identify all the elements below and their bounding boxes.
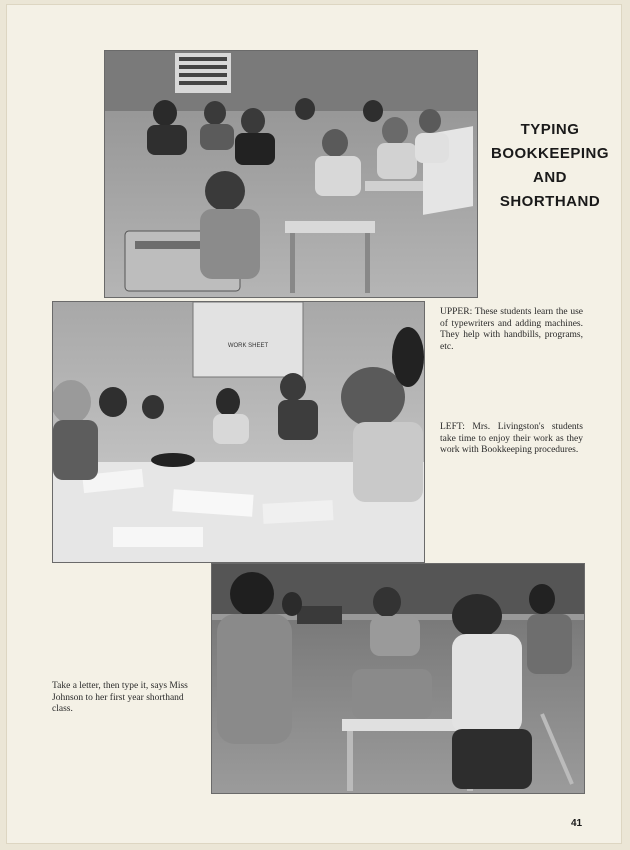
page-number: 41 (571, 818, 583, 829)
bookkeeping-class-photo (52, 301, 425, 563)
heading-line-bookkeeping: BOOKKEEPING (490, 145, 609, 162)
caption-upper: UPPER: These students learn the use of typewriters and adding machines. They help with handbills, programs, etc. (440, 307, 583, 352)
typing-class-photo (104, 50, 478, 298)
heading-line-typing: TYPING (520, 121, 580, 138)
shorthand-class-photo (211, 563, 585, 794)
page-heading (486, 118, 614, 214)
heading-line-and: AND (533, 169, 567, 186)
bookkeeping-sign-text: WORK SHEET (227, 343, 269, 349)
heading-line-shorthand: SHORTHAND (499, 193, 601, 210)
caption-left: LEFT: Mrs. Livingston's students take time to enjoy their work as they work with Bookkeeping procedures. (440, 422, 583, 455)
caption-shorthand: Take a letter, then type it, says Miss Johnson to her first year shorthand class. (52, 681, 188, 714)
